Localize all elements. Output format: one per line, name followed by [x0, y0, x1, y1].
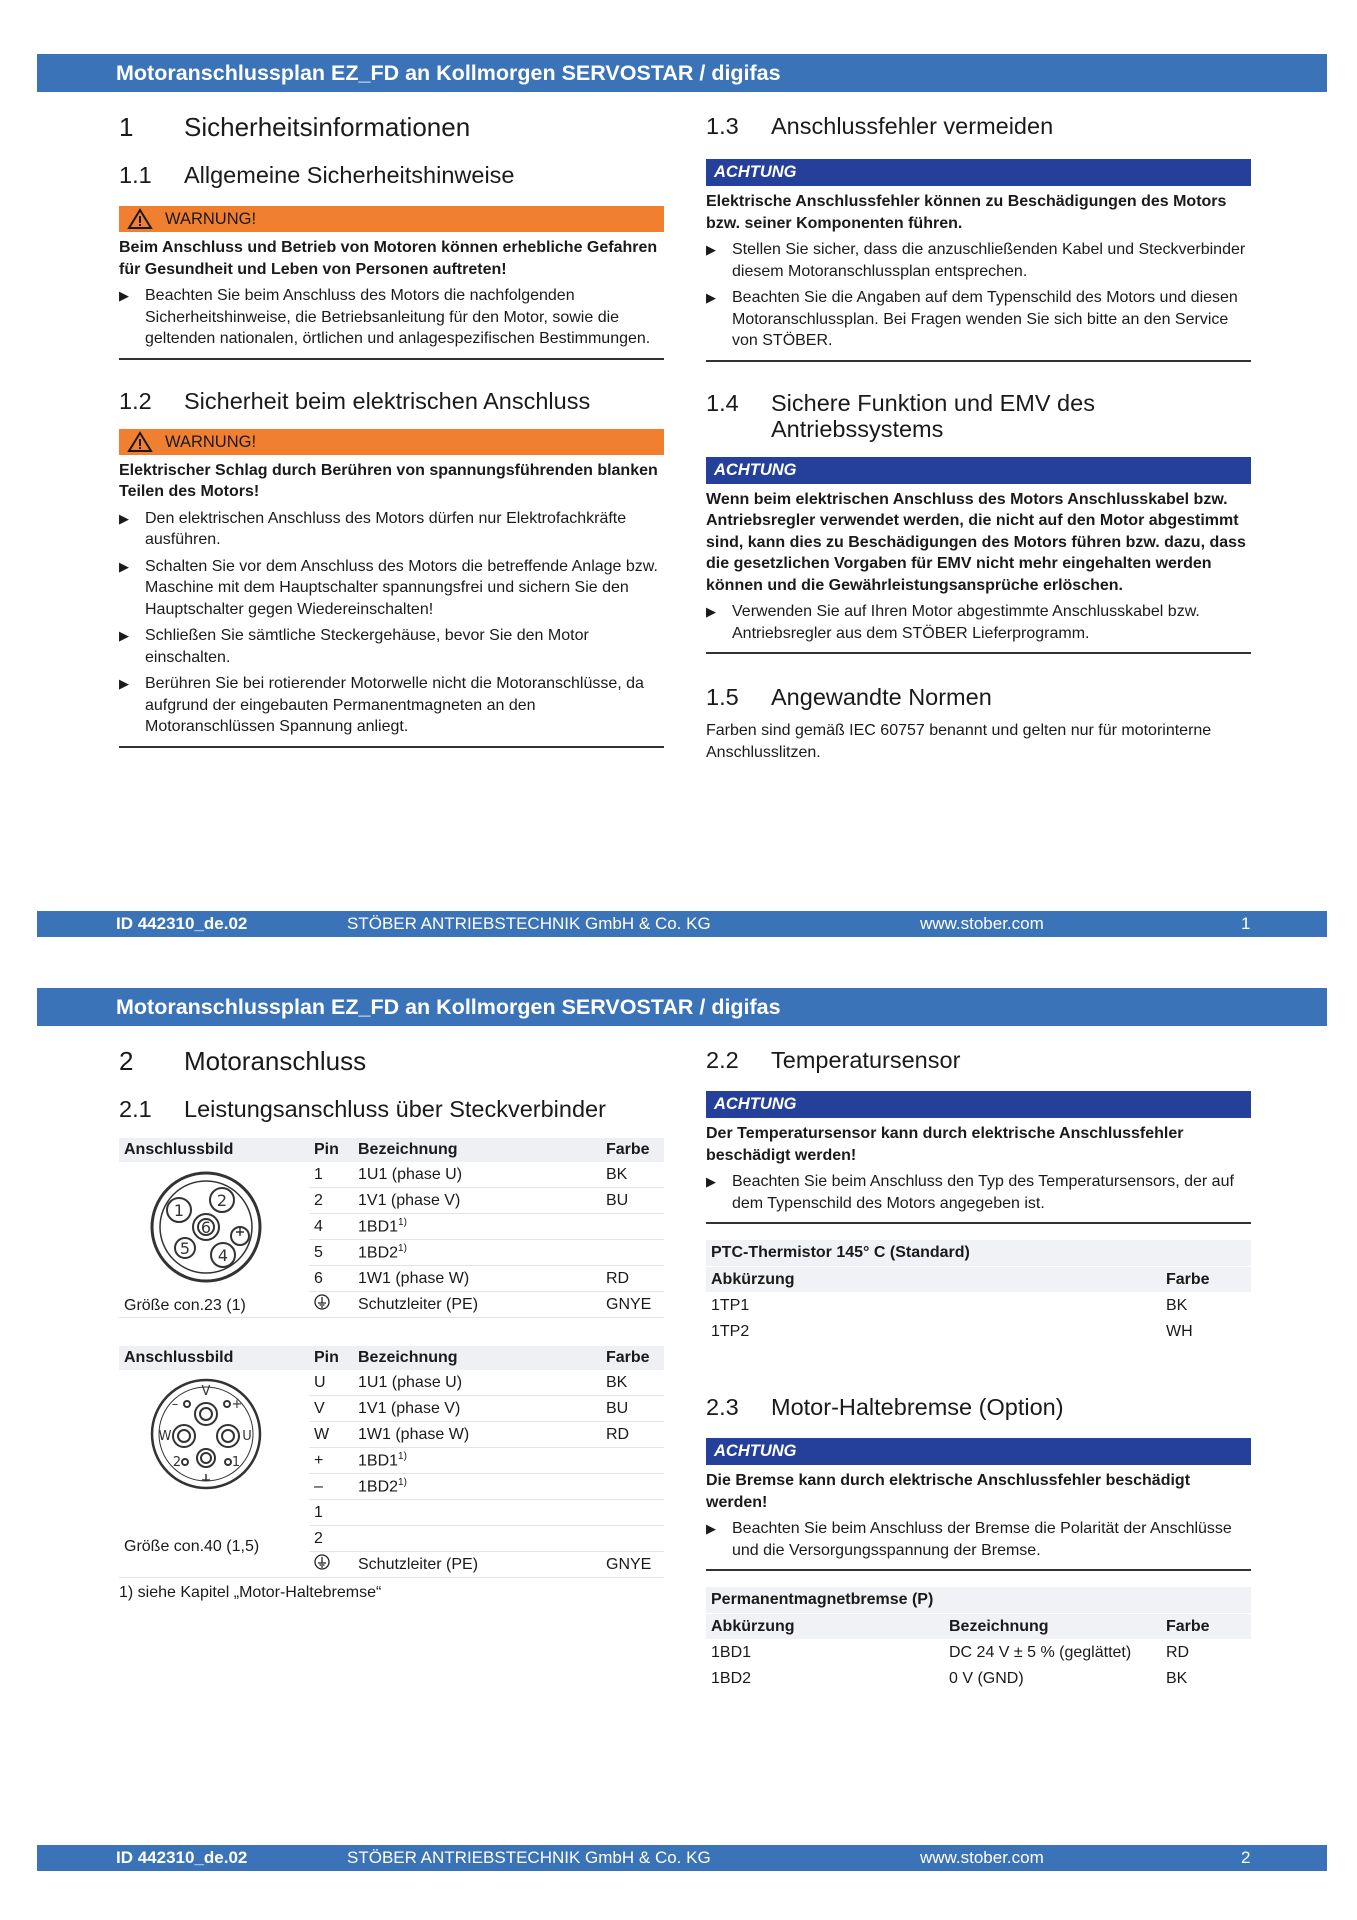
website-link[interactable]: www.stober.com [920, 914, 1044, 933]
svg-text:1: 1 [173, 1201, 185, 1220]
bullet-list [706, 239, 1251, 362]
connector-con40-diagram [141, 1374, 271, 1496]
list-item: ▶ Beachten Sie beim Anschluss den Typ des Temperatursensors, der auf dem Typenschild des Motors angegeben ist. [706, 1173, 1234, 1212]
table-row: 1TP1 BK [706, 1292, 1251, 1318]
table-row: 6 1W1 (phase W) RD [119, 1266, 664, 1292]
section-2-1-heading: 2.1 Leistungsanschluss über Steckverbinder [119, 1096, 606, 1122]
table-header-row: Abkürzung Farbe [706, 1266, 1251, 1292]
list-item: ▶ Berühren Sie bei rotierender Motorwelle nicht die Motoranschlüsse, da aufgrund der eingebauten Permanentmagneten an den Motoranschlüssen Spannung anliegt. [119, 675, 644, 735]
table-row: 5 1BD2$^{1)}$ [119, 1240, 664, 1266]
table-title: PTC-Thermistor 145° C (Standard) [711, 1244, 970, 1261]
bullet-list [706, 1518, 1251, 1571]
table-row: V W U – + 2 1 Größe con.40 (1,5) U 1U1 (phase U) BK [119, 1370, 664, 1396]
list-item: ▶ Beachten Sie beim Anschluss der Bremse die Polarität der Anschlüsse und die Versorgungsspannung der Bremse. [706, 1520, 1232, 1559]
svg-text:2: 2 [172, 1455, 182, 1470]
achtung-text: Der Temperatursensor kann durch elektrische Anschlussfehler beschädigt werden! [706, 1125, 1184, 1164]
achtung-bar: ACHTUNG [706, 1091, 1251, 1118]
ground-icon [314, 1554, 330, 1570]
table-row: W 1W1 (phase W) RD [119, 1422, 664, 1448]
page-number: 2 [1241, 1848, 1251, 1867]
connector-size-caption: Größe con.23 (1) [124, 1297, 246, 1314]
document-id: ID 442310_de.02 [116, 914, 248, 933]
connector-con23-diagram [141, 1168, 271, 1286]
svg-text:W: W [158, 1429, 172, 1444]
list-item: ▶ Schalten Sie vor dem Anschluss des Motors die betreffende Anlage bzw. Maschine mit dem Hauptschalter spannungsfrei und sichern Sie den Hauptschalter gegen Wiedereinschalten! [119, 557, 658, 618]
warning-bar: WARNUNG! [119, 206, 664, 232]
bullet-list [706, 601, 1251, 654]
connector-size-caption: Größe con.40 (1,5) [124, 1538, 260, 1555]
table-row: Schutzleiter (PE) GNYE [119, 1552, 664, 1578]
achtung-bar: ACHTUNG [706, 457, 1251, 484]
table-row: 1TP2 WH [706, 1318, 1251, 1344]
svg-text:4: 4 [217, 1246, 229, 1265]
section-1-5-heading: 1.5 Angewandte Normen [706, 684, 992, 710]
table-row: 4 1BD1$^{1)}$ [119, 1214, 664, 1240]
document-id: ID 442310_de.02 [116, 1848, 248, 1867]
section-1-4-heading: 1.4 Sichere Funktion und EMV des Antriebssystems [706, 389, 1095, 442]
table-header-row: Abkürzung Bezeichnung Farbe [706, 1613, 1251, 1639]
section-1-1-heading: 1.1 Allgemeine Sicherheitshinweise [119, 162, 515, 188]
ground-icon [314, 1294, 330, 1310]
svg-text:2: 2 [216, 1191, 228, 1210]
achtung-text: Elektrische Anschlussfehler können zu Beschädigungen des Motors bzw. seiner Komponenten führen. [706, 193, 1227, 232]
page1-left-column [119, 112, 664, 748]
table-row: 2 1V1 (phase V) BU [119, 1188, 664, 1214]
table-row: V 1V1 (phase V) BU [119, 1396, 664, 1422]
svg-text:V: V [201, 1384, 211, 1399]
table-row: 1 [119, 1500, 664, 1526]
warning-text: Beim Anschluss und Betrieb von Motoren können erhebliche Gefahren für Gesundheit und Leben von Personen auftreten! [119, 239, 658, 278]
table-row: 2 [119, 1526, 664, 1552]
table-row: 1 2 6 5 4 Größe con.23 (1) 1 1U1 (phase U) BK [119, 1162, 664, 1188]
warning-bar: WARNUNG! [119, 429, 664, 455]
table-row: Schutzleiter (PE) GNYE [119, 1292, 664, 1318]
section-2-2-heading: 2.2 Temperatursensor [706, 1047, 961, 1073]
list-item: ▶ Schließen Sie sämtliche Steckergehäuse, bevor Sie den Motor einschalten. [119, 627, 589, 666]
warning-text: Elektrischer Schlag durch Berühren von spannungsführenden blanken Teilen des Motors! [119, 461, 658, 500]
achtung-bar: ACHTUNG [706, 159, 1251, 186]
section-2-3-heading: 2.3 Motor-Haltebremse (Option) [706, 1394, 1064, 1420]
page2-right-column [706, 1047, 1251, 1691]
svg-text:U: U [242, 1429, 252, 1444]
section-2-heading: 2 Motoranschluss [119, 1046, 367, 1076]
bullet-list [119, 508, 664, 748]
table-title: Permanentmagnetbremse (P) [711, 1591, 934, 1608]
section-1-3-heading: 1.3 Anschlussfehler vermeiden [706, 113, 1054, 139]
warning-triangle-icon [127, 208, 153, 230]
connector-table-con40 [119, 1346, 664, 1578]
page2-left-column [119, 1046, 664, 1604]
svg-text:+: + [231, 1397, 243, 1412]
section-1-2-heading: 1.2 Sicherheit beim elektrischen Anschluss [119, 387, 591, 414]
connector-table-con23 [119, 1138, 664, 1318]
norms-text: Farben sind gemäß IEC 60757 benannt und gelten nur für motorinterne Anschlusslitzen. [706, 722, 1212, 761]
company-name: STÖBER ANTRIEBSTECHNIK GmbH & Co. KG [347, 914, 711, 933]
header-title: Motoranschlussplan EZ_FD an Kollmorgen SERVOSTAR / digifas [116, 61, 781, 85]
svg-text:1: 1 [231, 1455, 241, 1470]
achtung-bar: ACHTUNG [706, 1438, 1251, 1465]
achtung-text: Wenn beim elektrischen Anschluss des Motors Anschlusskabel bzw. Antriebsregler verwendet werden, die nicht auf den Motor abgestimmt sind, kann dies zu Beschädigungen des Motors führen bzw. dazu, dass die gesetzlichen Vorgaben für EMV nicht mehr eingehalten werden können und die Gewährleistungsansprüche erlöschen. [706, 490, 1246, 594]
page1-right-column [706, 113, 1251, 763]
table-row: 1BD2 0 V (GND) BK [706, 1665, 1251, 1691]
table-row: 1BD1 DC 24 V ± 5 % (geglättet) RD [706, 1639, 1251, 1665]
table-row: – 1BD2$^{1)}$ [119, 1474, 664, 1500]
svg-text:6: 6 [200, 1218, 212, 1237]
page2-header-bar [37, 988, 1327, 1026]
table-header-row: Anschlussbild Pin Bezeichnung Farbe [119, 1138, 664, 1162]
company-name: STÖBER ANTRIEBSTECHNIK GmbH & Co. KG [347, 1848, 711, 1867]
list-item: ▶ Beachten Sie die Angaben auf dem Typenschild des Motors und diesen Motoranschlussplan. Bei Fragen wenden Sie sich bitte an den Service von STÖBER. [706, 289, 1238, 349]
svg-text:5: 5 [179, 1239, 191, 1258]
page-number: 1 [1241, 914, 1251, 933]
table-footnote: 1) siehe Kapitel „Motor-Haltebremse“ [119, 1584, 382, 1601]
bullet-list [119, 285, 664, 360]
connector-image-cell [119, 1162, 309, 1318]
bullet-list [706, 1171, 1251, 1224]
svg-text:–: – [171, 1397, 179, 1412]
ptc-thermistor-table [706, 1240, 1251, 1344]
section-1-heading: 1 Sicherheitsinformationen [119, 112, 471, 142]
page2-footer-bar [37, 1845, 1327, 1871]
list-item: ▶ Stellen Sie sicher, dass die anzuschließenden Kabel und Steckverbinder diesem Motoranschlussplan entsprechen. [706, 241, 1246, 280]
brake-table [706, 1587, 1251, 1691]
warning-triangle-icon [127, 431, 153, 453]
header-title: Motoranschlussplan EZ_FD an Kollmorgen SERVOSTAR / digifas [116, 995, 781, 1019]
list-item: ▶ Verwenden Sie auf Ihren Motor abgestimmte Anschlusskabel bzw. Antriebsregler aus dem STÖBER Lieferprogramm. [706, 603, 1200, 642]
page1-header-bar [37, 54, 1327, 92]
table-row: + 1BD1$^{1)}$ [119, 1448, 664, 1474]
website-link[interactable]: www.stober.com [920, 1848, 1044, 1867]
list-item: ▶ Beachten Sie beim Anschluss des Motors die nachfolgenden Sicherheitshinweise, die Betriebsanleitung für den Motor, sowie die geltenden nationalen, örtlichen und anlagespezifischen Bestimmungen. [119, 287, 651, 347]
page1-footer-bar [37, 911, 1327, 937]
connector-image-cell [119, 1370, 309, 1578]
achtung-text: Die Bremse kann durch elektrische Anschlussfehler beschädigt werden! [706, 1472, 1191, 1511]
table-header-row: Anschlussbild Pin Bezeichnung Farbe [119, 1346, 664, 1370]
list-item: ▶ Den elektrischen Anschluss des Motors dürfen nur Elektrofachkräfte ausführen. [119, 509, 627, 548]
